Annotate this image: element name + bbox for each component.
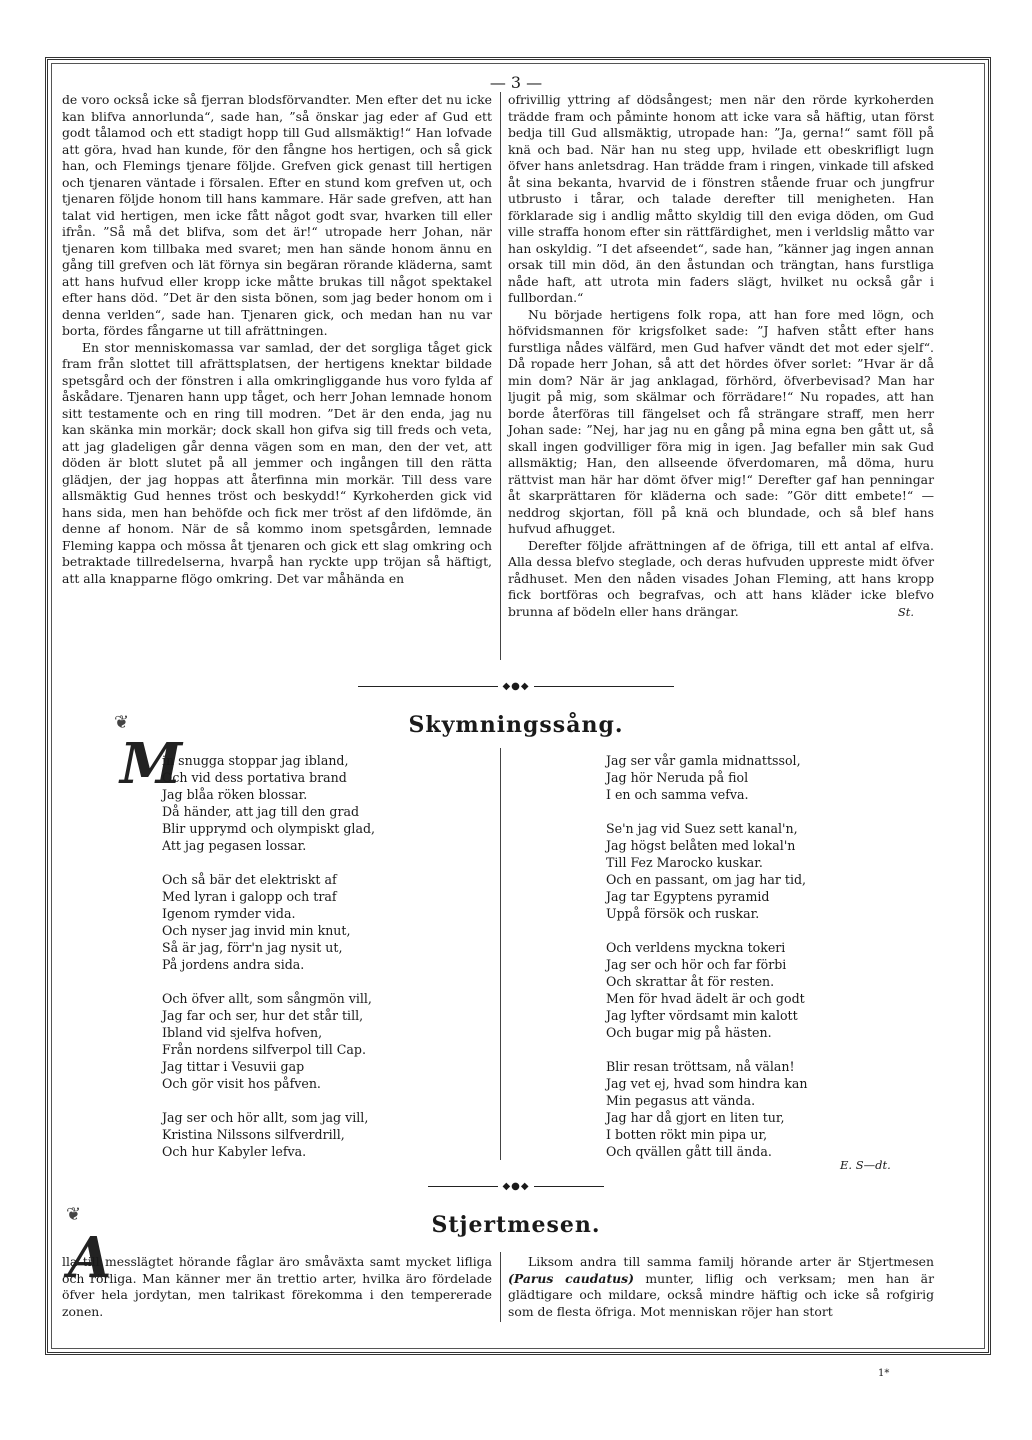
poem-line: Jag ser och hör allt, som jag vill, xyxy=(162,1110,369,1125)
poem-line: Med lyran i galopp och traf xyxy=(162,889,337,904)
poem-line: Jag ser vår gamla midnattssol, xyxy=(606,753,801,768)
poem-stanza xyxy=(162,752,375,854)
poem-line: Då händer, att jag till den grad xyxy=(162,804,360,819)
column-divider xyxy=(500,1252,501,1322)
article1-left-paragraph: En stor menniskomassa var samlad, der det sorgliga tåget gick fram från slottet till afrättsplatsen, der hertigens knektar bildade spetsgård och der fönstren i alla omkringliggande hus voro fylda af åskådare. Tjenaren hann upp tåget, och herr Johan lemnade honom sitt testamente och en ring till modren. ”Det är den enda, jag nu kan skänka min morkär; dock skall hon gifva sig till freds och veta, att jag gladeligen går denna vägen som en man, den der vet, att döden är blott slutet på all jemmer och ingången till den rätta glädjen, der jag hoppas att återfinna min morkär. Till dess vare allsmäktig Gud hennes tröst och beskydd!“ Kyrkoherden gick vid hans sida, men han behöfde och fick mer tröst af den lifdömde, än denne af honom. När de så kommo inom spetsgården, lemnade Fleming kappa och mössa åt tjenaren och gick ett slag omkring och betraktade tillredelserna, hvarpå han ryckte upp tröjan så häftigt, att alla knapparne flögo omkring. Det var måhända en xyxy=(62,339,492,586)
poem-stanza xyxy=(162,1109,375,1160)
ornament-dots-icon: ◆●◆ xyxy=(502,1181,530,1192)
article2-right-paragraph xyxy=(508,1254,934,1320)
poem-line: I en och samma vefva. xyxy=(606,787,749,802)
ornament-dots-icon: ◆●◆ xyxy=(502,681,530,692)
poem-stanza xyxy=(606,752,808,803)
article1-right-paragraph: Nu började hertigens folk ropa, att han fore med lögn, och höfvidsmannen för krigsfolket sade: ”J hafven stått efter hans furstliga nådes välfärd, men Gud hafver vändt det mot eder sjelf“. Då ropade herr Johan, så att det hördes öfver sorlet: ”Hvar är då min dom? När är jag anklagad, förhörd, öfverbevisad? Man har ljugit på mig, som skälmar och förrädare!“ Nu ropades, att han borde återföras till fängelset och få strängare straff, men herr Johan sade: ”Nej, har jag nu en gång på mina egna ben gått ut, så skall ingen godvilliger föra mig in igen. Jag befaller min sak Gud allsmäktig; Han, den allseende öfverdomaren, må döma, huru rättvist man här har dömt öfver mig!“ Derefter gaf han penningar åt skarprättaren för kläderna och sade: ”Gör ditt embete!“ — neddrog skjortan, föll på knä och blundade, och så blef hans hufvud afhugget. xyxy=(508,306,934,536)
poem-line: Och en passant, om jag har tid, xyxy=(606,872,807,887)
poem-line: Och gör visit hos påfven. xyxy=(162,1076,321,1091)
poem-line: Och qvällen gått till ända. xyxy=(606,1144,772,1159)
poem-line: Blir upprymd och olympiskt glad, xyxy=(162,821,376,836)
poem-line: Jag far och ser, hur det står till, xyxy=(162,1008,364,1023)
poem-line: Men för hvad ädelt är och godt xyxy=(606,991,805,1006)
poem-line: Igenom rymder vida. xyxy=(162,906,296,921)
article1-left-paragraph: de voro också icke så fjerran blodsförvandter. Men efter det nu icke kan blifva annorlunda“, sade han, ”så önskar jag eder af Gud ett godt tålamod och ett stadigt hopp till Gud allsmäktig!“ Han lofvade att göra, hvad han kunde, för den fångne hos hertigen, och så gick han, och Flemings tjenare följde. Grefven gick genast till hertigen och tjenaren väntade i försalen. Efter en stund kom grefven ut, och tjenaren följde honom till hans kammare. Här sade grefven, att han talat vid hertigen, men icke fått något godt svar, hvarken till eller ifrån. ”Så må det blifva, som det är!“ utropade herr Johan, när tjenaren kom tillbaka med svaret; men han sände honom ännu en gång till grefven och lät förnya sin begäran rörande kläderna, samt att hans hufvud eller kropp icke måtte brukas till något spektakel efter hans död. ”Det är den sista bönen, som jag beder honom om i denna verlden“, sade han. Tjenaren gick, och medan han nu var borta, fördes fångarne ut till afrättningen. xyxy=(62,92,492,338)
poem-line: Jag hör Neruda på fiol xyxy=(606,770,749,785)
ornament-line xyxy=(358,686,498,687)
article2-left-column xyxy=(62,1254,492,1320)
poem-dropcap: M xyxy=(120,731,182,797)
poem-line: Och så bär det elektriskt af xyxy=(162,872,337,887)
ornament-line xyxy=(534,1186,604,1187)
poem-line: Ibland vid sjelfva hofven, xyxy=(162,1025,323,1040)
article2-right-column xyxy=(508,1254,934,1320)
poem-stanza xyxy=(162,871,375,973)
article2-dropcap: A xyxy=(68,1225,112,1291)
poem-line: Så är jag, förr'n jag nysit ut, xyxy=(162,940,343,955)
poem-right-column xyxy=(606,752,808,1177)
article1-right-column xyxy=(508,92,934,620)
poem-stanza xyxy=(606,1058,808,1160)
dropcap-flourish-icon: ❦ xyxy=(66,1204,82,1225)
article2-left-text: lla till messlägtet hörande fåglar äro småväxta samt mycket lifliga och rörliga. Man känner mer än trettio arter, hvilka äro fördelade öfver hela jordytan, men talrikast förekomma i den tempererade zonen. xyxy=(62,1254,492,1319)
poem-line: Kristina Nilssons silfverdrill, xyxy=(162,1127,345,1142)
poem-line: I botten rökt min pipa ur, xyxy=(606,1127,768,1142)
poem-line: Jag ser och hör och far förbi xyxy=(606,957,787,972)
article1-left-column xyxy=(62,92,492,587)
poem-line: Att jag pegasen lossar. xyxy=(162,838,307,853)
poem-line: Jag tar Egyptens pyramid xyxy=(606,889,770,904)
poem-line: Och verldens myckna tokeri xyxy=(606,940,786,955)
poem-line: Jag lyfter vördsamt min kalott xyxy=(606,1008,798,1023)
poem-line: Jag högst belåten med lokal'n xyxy=(606,838,796,853)
article1-right-paragraph: ofrivillig yttring af dödsångest; men när den rörde kyrkoherden trädde fram och påminte honom att icke vara så häftig, utan först bedja till Gud allsmäktig, utropade han: ”Ja, gerna!“ samt föll på knä och bad. När han nu steg upp, hvilade ett obeskrifligt lugn öfver hans anletsdrag. Han trädde fram i ringen, vinkade till afsked åt sina bekanta, hvarvid de i fönstren stående fruar och jungfrur utbrusto i tårar, och talade derefter till menigheten. Han förklarade sig i andlig måtto skyldig till den eviga döden, om Gud ville straffa honom efter sin rättfärdighet, men i verldslig måtto var han oskyldig. ”I det afseendet“, sade han, ”känner jag ingen annan orsak till min död, än den åstundan och trängtan, hans furstliga nåde haft, att utrota min faders slägt, hvilket nu också går i fullbordan.“ xyxy=(508,92,934,305)
poem-line: in snugga stoppar jag ibland, xyxy=(162,753,349,768)
poem-title: Skymningssång. xyxy=(408,712,624,738)
poem-line: Och vid dess portativa brand xyxy=(162,770,347,785)
ornament-line xyxy=(428,1186,498,1187)
article1-signature: St. xyxy=(897,604,914,619)
poem-stanza xyxy=(606,939,808,1041)
article1-right-paragraph xyxy=(508,538,934,621)
poem-line: Se'n jag vid Suez sett kanal'n, xyxy=(606,821,798,836)
poem-stanza xyxy=(606,820,808,922)
poem-line: På jordens andra sida. xyxy=(162,957,305,972)
article2-right-text: munter, liflig och verksam; men han är glädtigare och mildare, också mindre häftig och icke så rofgirig som de flesta öfriga. Mot menniskan röjer han stort xyxy=(508,1270,934,1319)
ornament-separator xyxy=(0,1176,1032,1195)
ornament-separator xyxy=(0,676,1032,695)
poem-line: Jag tittar i Vesuvii gap xyxy=(162,1059,305,1074)
poem-line: Blir resan tröttsam, nå välan! xyxy=(606,1059,795,1074)
poem-line: Till Fez Marocko kuskar. xyxy=(606,855,763,870)
poem-line: Jag har då gjort en liten tur, xyxy=(606,1110,785,1125)
poem-left-column xyxy=(162,752,375,1177)
poem-line: Och öfver allt, som sångmön vill, xyxy=(162,991,372,1006)
poem-line: Jag blåa röken blossar. xyxy=(162,787,308,802)
poem-stanza xyxy=(162,990,375,1092)
poem-line: Uppå försök och ruskar. xyxy=(606,906,760,921)
column-divider xyxy=(500,92,501,660)
poem-line: Och nyser jag invid min knut, xyxy=(162,923,351,938)
poem-line: Jag vet ej, hvad som hindra kan xyxy=(606,1076,808,1091)
ornament-line xyxy=(534,686,674,687)
column-divider xyxy=(500,748,501,1160)
poem-line: Och bugar mig på hästen. xyxy=(606,1025,772,1040)
poem-line: Från nordens silfverpol till Cap. xyxy=(162,1042,366,1057)
signature-mark: 1* xyxy=(878,1368,890,1379)
dropcap-flourish-icon: ❦ xyxy=(114,712,130,733)
article1-right-paragraph-text: Derefter följde afrättningen af de öfriga, till ett antal af elfva. Alla dessa blefvo steglade, och deras hufvuden uppreste midt öfver rådhuset. Men den nåden visades Johan Fleming, att hans kropp fick bortföras och begrafvas, och att hans kläder icke blefvo brunna af bödeln eller hans drängar. xyxy=(508,537,934,619)
poem-line: Och skrattar åt för resten. xyxy=(606,974,775,989)
page-number: — 3 — xyxy=(489,73,543,92)
poem-line: Min pegasus att vända. xyxy=(606,1093,756,1108)
article2-right-text: Liksom andra till samma familj hörande arter är Stjertmesen xyxy=(528,1254,934,1269)
poem-line: Och hur Kabyler lefva. xyxy=(162,1144,307,1159)
poem-signature: E. S—dt. xyxy=(840,1158,891,1172)
article2-title: Stjertmesen. xyxy=(431,1212,601,1238)
latin-species-name: (Parus caudatus) xyxy=(508,1270,635,1286)
